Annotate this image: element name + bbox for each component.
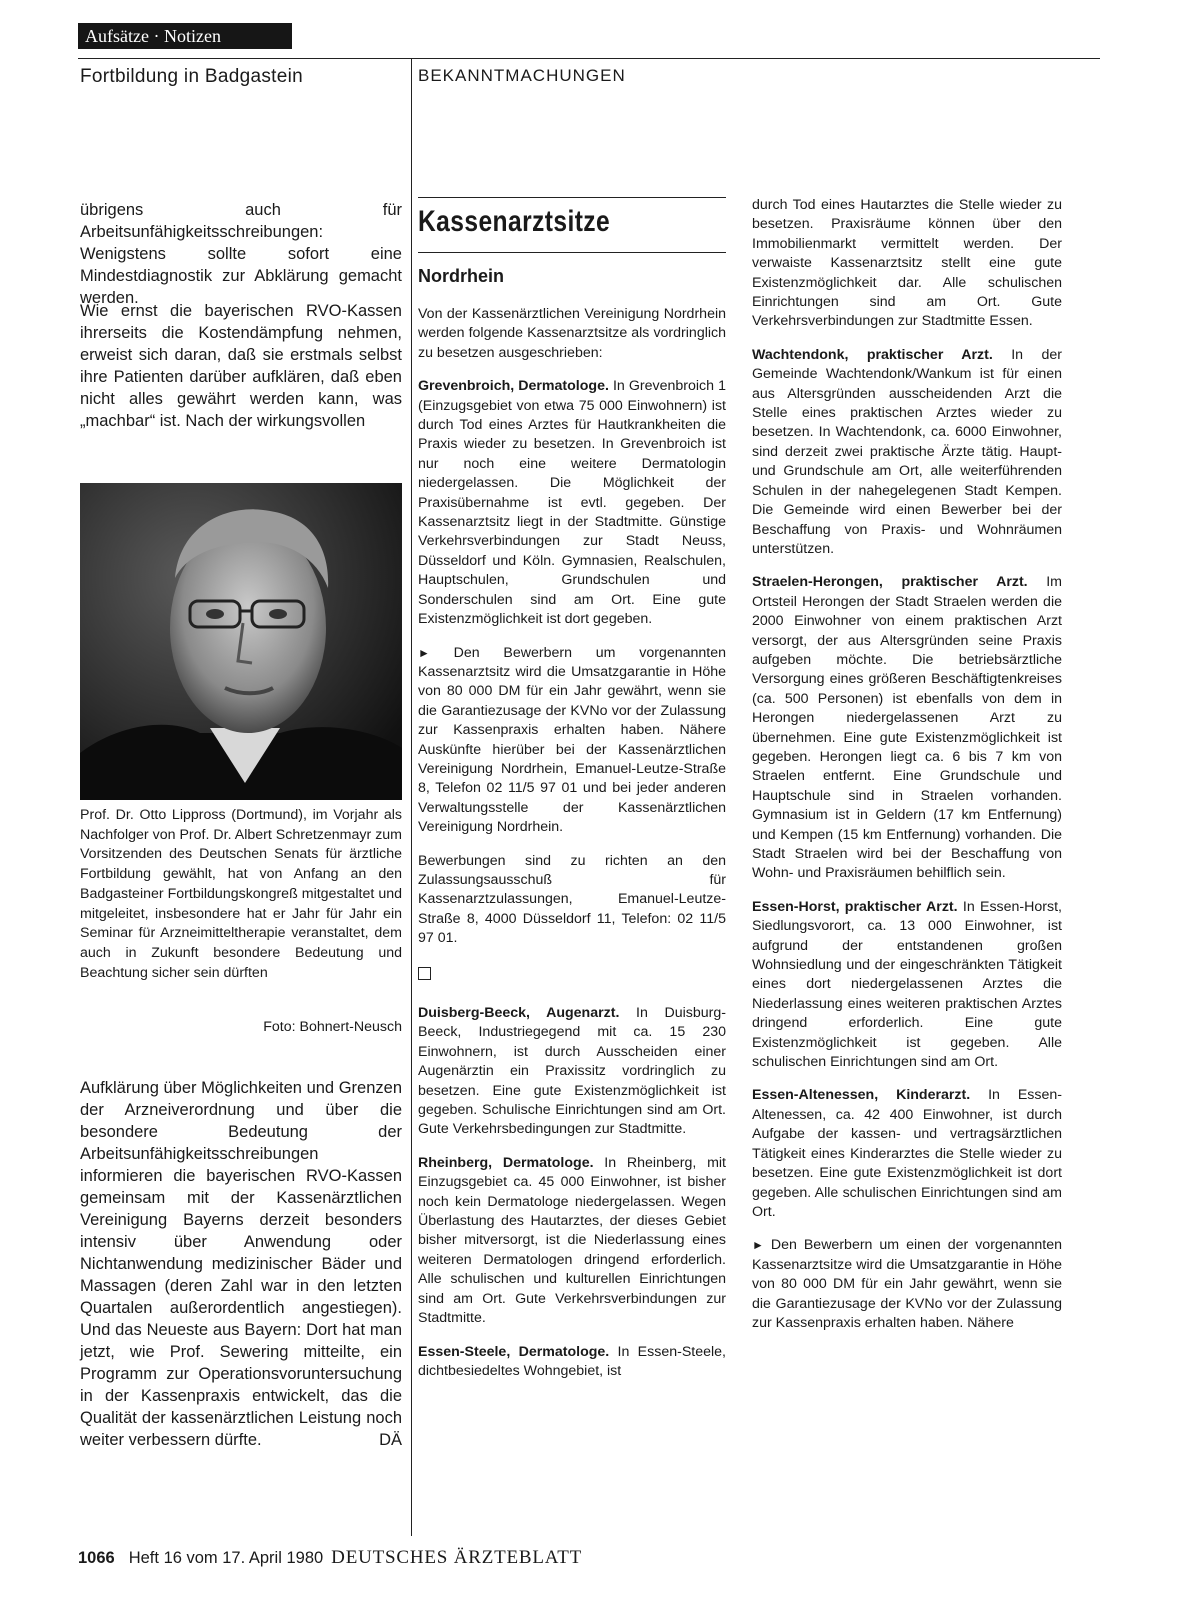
listing-grevenbroich	[418, 377, 726, 629]
guarantee-text: Den Bewerbern um einen der vorgenannten Kassenarztsitze wird die Umsatzgarantie in Höhe von 80 000 DM für ein Jahr gewährt, wenn sie die Garantiezusage der KVNo vor der Zulassung zur Kassenpraxis erhalten haben. Nähere	[752, 1237, 1062, 1331]
middle-column	[418, 305, 726, 1381]
right-column	[752, 196, 1062, 1333]
title-rule-bottom	[418, 252, 726, 253]
listing-heading: Duisberg-Beeck, Augenarzt.	[418, 1005, 620, 1021]
listing-heading: Rheinberg, Dermatologe.	[418, 1154, 594, 1171]
continued-paragraph: durch Tod eines Hautarztes die Stelle wieder zu besetzen. Praxisräume können über den Immobilienmarkt vermittelt werden. Der verwaiste Kassenarztsitz stellt eine gute Existenzmöglichkeit dar. Alle schulischen Einrichtungen sind am Ort. Gute Verkehrsverbindungen zur Stadtmitte Essen.	[752, 197, 1062, 330]
guarantee-paragraph-2	[752, 1236, 1062, 1333]
section-badge: Aufsätze · Notizen	[78, 23, 292, 49]
photo-credit: Foto: Bohnert-Neusch	[263, 1019, 402, 1035]
listing-heading: Essen-Altenessen, Kinderarzt.	[752, 1087, 971, 1104]
photo-caption: Prof. Dr. Otto Lippross (Dortmund), im Vorjahr als Nachfolger von Prof. Dr. Albert Schretzenmayr zum Vorsitzenden des Deutschen Senats für ärztliche Fortbildung gewählt, hat von Anfang an den Badgasteiner Fortbildungskongreß mitgestaltet und mitgeleitet, insbesondere hat er Jahr für Jahr ein Seminar für Arzneimitteltherapie veranstaltet, dem auch in Zukunft besondere Bedeutung und Beachtung sicher sein dürften	[80, 807, 402, 981]
arrow-bullet-icon: ►	[752, 1238, 764, 1253]
page-footer	[78, 1547, 582, 1569]
left-paragraph-3	[80, 1077, 402, 1451]
separator	[418, 967, 726, 986]
listing-text: In Rheinberg, mit Einzugsgebiet ca. 45 000 Einwohner, ist bisher noch kein Dermatologe niedergelassen. Wegen Überlastung des Hautarztes, der dieses Gebiet bisher mitversorgt, ist die Niederlassung eines weiteren Dermatologen dringend erforderlich. Alle schulischen und kulturellen Einrichtungen sind am Ort. Gute Verkehrsverbindungen zur Stadtmitte.	[418, 1154, 726, 1327]
listing-essen-steele	[418, 1343, 726, 1382]
listing-text: In Duisburg-Beeck, Industriegegend mit ca. 15 230 Einwohnern, ist durch Ausscheiden einer Augenärztin ein Praxissitz vordringlich zu besetzen. Eine gute Existenzmöglichkeit ist gegeben. Schulische Einrichtungen sind am Ort. Gute Verkehrsbedingungen zur Stadtmitte.	[418, 1005, 727, 1138]
section-title-left: Fortbildung in Badgastein	[80, 66, 303, 87]
issue-info: Heft 16 vom 17. April 1980	[128, 1549, 324, 1567]
listing-text: In der Gemeinde Wachtendonk/Wankum ist für einen aus Altersgründen ausscheidenden Arzt die Stelle eines praktischen Arztes wieder zu besetzen. In Wachtendonk, ca. 6000 Einwohner, sind derzeit zwei praktische Ärzte tätig. Haupt- und Grundschule am Ort, alle weiterführenden Schulen in der nahegelegenen Stadt Kempen. Die Gemeinde wird einen Bewerber bei der Beschaffung von Praxis- und Wohnräumen unterstützen.	[752, 346, 1062, 557]
listing-wachtendonk	[752, 346, 1062, 559]
portrait-photo	[80, 483, 402, 800]
listing-heading: Essen-Horst, praktischer Arzt.	[752, 898, 958, 915]
application-paragraph: Bewerbungen sind zu richten an den Zulassungsausschuß für Kassenarztzulassungen, Emanuel-Leutze-Straße 8, 4000 Düsseldorf 11, Telefon: 02 11/5 97 01.	[418, 852, 726, 947]
section-title-right: BEKANNTMACHUNGEN	[418, 66, 626, 85]
listing-straelen-herongen	[752, 573, 1062, 884]
listing-duisburg	[418, 1004, 726, 1140]
listing-text: Im Ortsteil Herongen der Stadt Straelen werden die 2000 Einwohner von einem praktischen Arzt versorgt, der aus Altersgründen seine Praxis aufgeben möchte. Die betriebsärztliche Versorgung eines größeren Beschäftigtenkreises (ca. 500 Personen) ist ebenfalls von dem in Herongen niedergelassenen Arzt zu übernehmen. Eine gute Existenzmöglichkeit ist gegeben. Herongen liegt ca. 6 bis 7 km von Straelen entfernt. Eine Grundschule und Hauptschule sind in Straelen vorhanden. Gymnasium ist in Geldern (17 km Entfernung) und Kempen (15 km Entfernung) vorhanden. Die Stadt Straelen wird bei der Beschaffung von Wohn- und Praxisräumen behilflich sein.	[752, 574, 1062, 882]
listing-heading: Straelen-Herongen, praktischer Arzt.	[752, 574, 1028, 591]
left-paragraph-2: Wie ernst die bayerischen RVO-Kassen ihrerseits die Kostendämpfung nehmen, erweist sich daran, daß sie erstmals selbst ihre Patienten darüber aufklären, daß eben nicht alles gewährt werden kann, was „machbar“ ist. Nach der wirkungsvollen	[80, 302, 402, 430]
journal-name: DEUTSCHES ÄRZTEBLATT	[331, 1547, 583, 1568]
guarantee-paragraph	[418, 644, 726, 838]
column-divider	[411, 58, 412, 1536]
listing-text: In Essen-Steele, dichtbesiedeltes Wohngebiet, ist	[418, 1343, 726, 1379]
region-subtitle: Nordrhein	[418, 266, 505, 286]
square-box-icon	[418, 967, 431, 980]
listing-heading: Grevenbroich, Dermatologe.	[418, 378, 609, 395]
page-number: 1066	[78, 1549, 115, 1567]
author-signature: DÄ	[379, 1431, 402, 1449]
left-paragraph-1: übrigens auch für Arbeitsunfähigkeitsschreibungen: Wenigstens sollte sofort eine Mindestdiagnostik zur Abklärung gemacht werden.	[80, 201, 402, 307]
listing-heading: Essen-Steele, Dermatologe.	[418, 1343, 610, 1360]
listing-heading: Wachtendonk, praktischer Arzt.	[752, 346, 993, 363]
header-rule	[78, 58, 1100, 59]
article-title: Kassenarztsitze	[418, 205, 611, 238]
arrow-bullet-icon: ►	[418, 645, 430, 660]
title-rule	[418, 197, 726, 198]
intro-paragraph: Von der Kassenärztlichen Vereinigung Nordrhein werden folgende Kassenarztsitze als vordringlich zu besetzen ausgeschrieben:	[418, 306, 726, 361]
listing-essen-altenessen	[752, 1086, 1062, 1222]
listing-text: In Essen-Horst, Siedlungsvorort, ca. 13 000 Einwohner, ist aufgrund der entstandenen großen Wohnsiedlung und der eingeschränkten Tätigkeit eines dort niedergelassenen Arztes die Niederlassung eines weiteren praktischen Arztes dringend erforderlich. Eine gute Existenzmöglichkeit ist gegeben. Alle schulischen Einrichtungen sind am Ort.	[752, 898, 1062, 1071]
listing-text: In Grevenbroich 1 (Einzugsgebiet von etwa 75 000 Einwohnern) ist durch Tod eines Arztes für Hautkrankheiten die Praxis wieder zu besetzen. In Grevenbroich ist nur noch eine weitere Dermatologin niedergelassen. Die Möglichkeit der Praxisübernahme ist evtl. gegeben. Der Kassenarztsitz liegt in der Stadtmitte. Günstige Verkehrsverbindungen zur Stadt Neuss, Düsseldorf und Köln. Gymnasien, Realschulen, Hauptschulen, Grundschulen und Sonderschulen sind am Ort. Eine gute Existenzmöglichkeit ist dort gegeben.	[418, 378, 726, 628]
listing-text: In Essen-Altenessen, ca. 42 400 Einwohner, ist durch Aufgabe der kassen- und vertragsärztlichen Tätigkeit eines Kinderarztes die Stelle wieder zu besetzen. Eine gute Existenzmöglichkeit ist dort gegeben. Alle schulischen Einrichtungen sind am Ort.	[752, 1087, 1062, 1220]
listing-essen-horst	[752, 898, 1062, 1073]
listing-rheinberg	[418, 1154, 726, 1329]
left-paragraph-3-text: Aufklärung über Möglichkeiten und Grenzen der Arzneiverordnung und über die besondere Bedeutung der Arbeitsunfähigkeitsschreibungen informieren die bayerischen RVO-Kassen gemeinsam mit der Kassenärztlichen Vereinigung Bayerns derzeit besonders intensiv über Anwendung oder Nichtanwendung medizinischer Bäder und Massagen (deren Zahl war in den letzten Quartalen außerordentlich angestiegen). Und das Neueste aus Bayern: Dort hat man jetzt, wie Prof. Sewering mitteilte, ein Programm zur Operationsvoruntersuchung in der Kassenpraxis entwickelt, das die Qualität der kassenärztlichen Leistung noch weiter verbessern dürfte.	[80, 1079, 402, 1449]
guarantee-text: Den Bewerbern um vorgenannten Kassenarztsitz wird die Umsatzgarantie in Höhe von 80 000 DM für ein Jahr gewährt, wenn sie die Garantiezusage der KVNo vor der Zulassung zur Kassenpraxis erhalten haben. Nähere Auskünfte hierüber bei der Kassenärztlichen Vereinigung Nordrhein, Emanuel-Leutze-Straße 8, Telefon 02 11/5 97 01 und bei jeder anderen Verwaltungsstelle der Kassenärztlichen Vereinigung Nordrhein.	[418, 644, 726, 836]
